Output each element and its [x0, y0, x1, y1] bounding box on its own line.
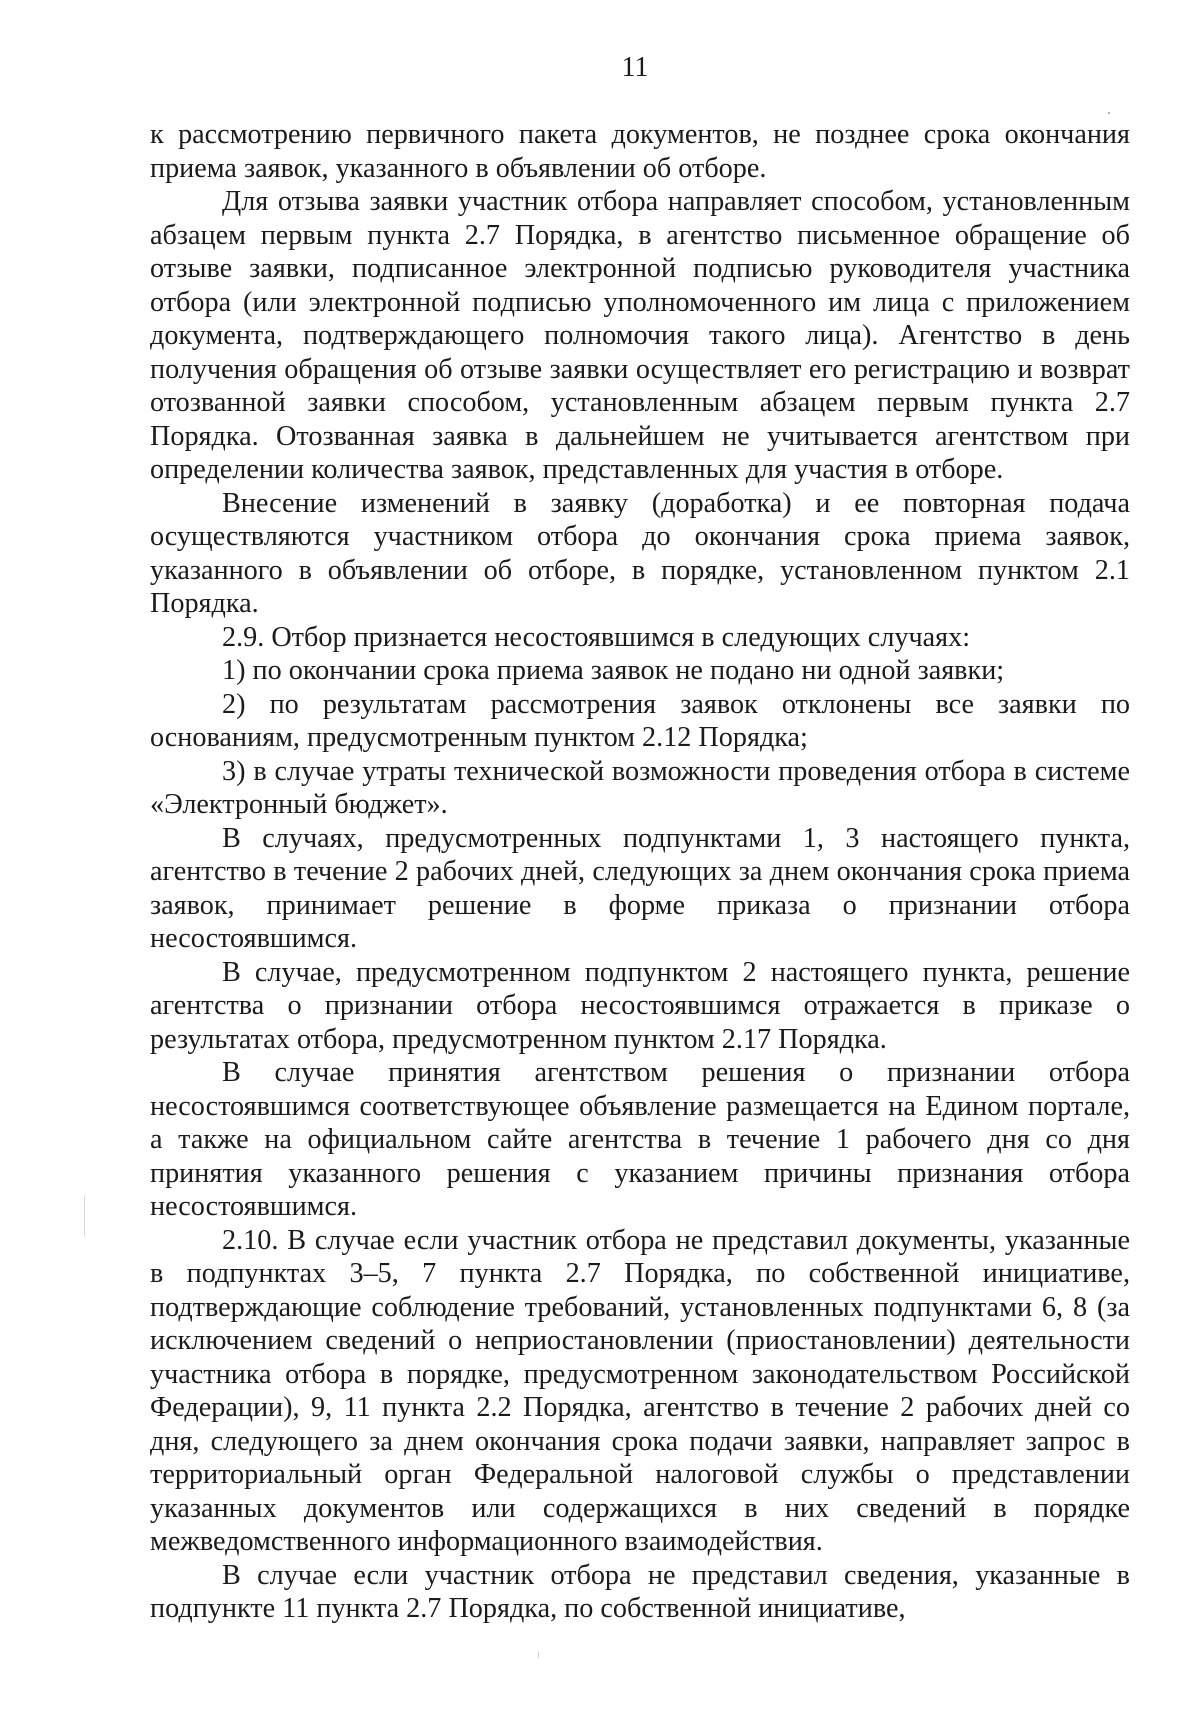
paragraph-announcement: В случае принятия агентством решения о признании отбора несостоявшимся соответствующее объявление размещается на Едином портале, а также на официальном сайте агентства в течение 1 рабочего дня со дня принятия указанного решения с указанием причины признания отбора несостоявшимся. — [150, 1057, 1130, 1222]
paragraph-case-1: 1) по окончании срока приема заявок не подано ни одной заявки; — [222, 655, 1005, 686]
scan-speck — [538, 1652, 539, 1658]
paragraph-information-not-provided: В случае если участник отбора не представил сведения, указанные в подпункте 11 пункта 2.7 Порядка, по собственной инициативе, — [150, 1559, 1130, 1624]
paragraph-case-2-decision: В случае, предусмотренном подпунктом 2 настоящего пункта, решение агентства о признании отбора несостоявшимся отражается в приказе о результатах отбора, предусмотренном пунктом 2.17 Порядка. — [150, 956, 1130, 1055]
paragraph-case-3: 3) в случае утраты технической возможности проведения отбора в системе «Электронный бюджет». — [150, 755, 1130, 820]
paragraph-application-withdrawal: Для отзыва заявки участник отбора направляет способом, установленным абзацем первым пункта 2.7 Порядка, в агентство письменное обращение об отзыве заявки, подписанное электронной подписью руководителя участника отбора (или электронной подписью уполномоченного им лица с приложением документа, подтверждающего полномочия такого лица). Агентство в день получения обращения об отзыве заявки осуществляет его регистрацию и возврат отозванной заявки способом, установленным абзацем первым пункта 2.7 Порядка. Отозванная заявка в дальнейшем не учитывается агентством при определении количества заявок, представленных для участия в отборе. — [150, 186, 1130, 485]
scan-speck — [1108, 112, 1110, 114]
paragraph-cases-1-3-decision: В случаях, предусмотренных подпунктами 1, 3 настоящего пункта, агентство в течение 2 рабочих дней, следующих за днем окончания срока приема заявок, принимает решение в форме приказа о признании отбора несостоявшимся. — [150, 822, 1130, 954]
paragraph-continuation: к рассмотрению первичного пакета документов, не позднее срока окончания приема заявок, указанного в объявлении об отборе. — [150, 119, 1130, 184]
document-body — [150, 118, 1130, 1626]
paragraph-section-2-9: 2.9. Отбор признается несостоявшимся в следующих случаях: — [222, 621, 971, 653]
paragraph-case-2: 2) по результатам рассмотрения заявок отклонены все заявки по основаниям, предусмотренным пунктом 2.12 Порядка; — [150, 688, 1130, 753]
paragraph-application-changes: Внесение изменений в заявку (доработка) и ее повторная подача осуществляются участником отбора до окончания срока приема заявок, указанного в объявлении об отборе, в порядке, установленном пунктом 2.1 Порядка. — [150, 487, 1130, 619]
scan-speck — [84, 1196, 85, 1236]
paragraph-section-2-10: 2.10. В случае если участник отбора не представил документы, указанные в подпунктах 3–5, 7 пункта 2.7 Порядка, по собственной инициативе, подтверждающие соблюдение требований, установленных подпунктами 6, 8 (за исключением сведений о неприостановлении (приостановлении) деятельности участника отбора в порядке, предусмотренном законодательством Российской Федерации), 9, 11 пункта 2.2 Порядка, агентство в течение 2 рабочих дней со дня, следующего за днем окончания срока подачи заявки, направляет запрос в территориальный орган Федеральной налоговой службы о представлении указанных документов или содержащихся в них сведений в порядке межведомственного информационного взаимодействия. — [150, 1224, 1130, 1557]
page-number: 11 — [621, 52, 649, 83]
